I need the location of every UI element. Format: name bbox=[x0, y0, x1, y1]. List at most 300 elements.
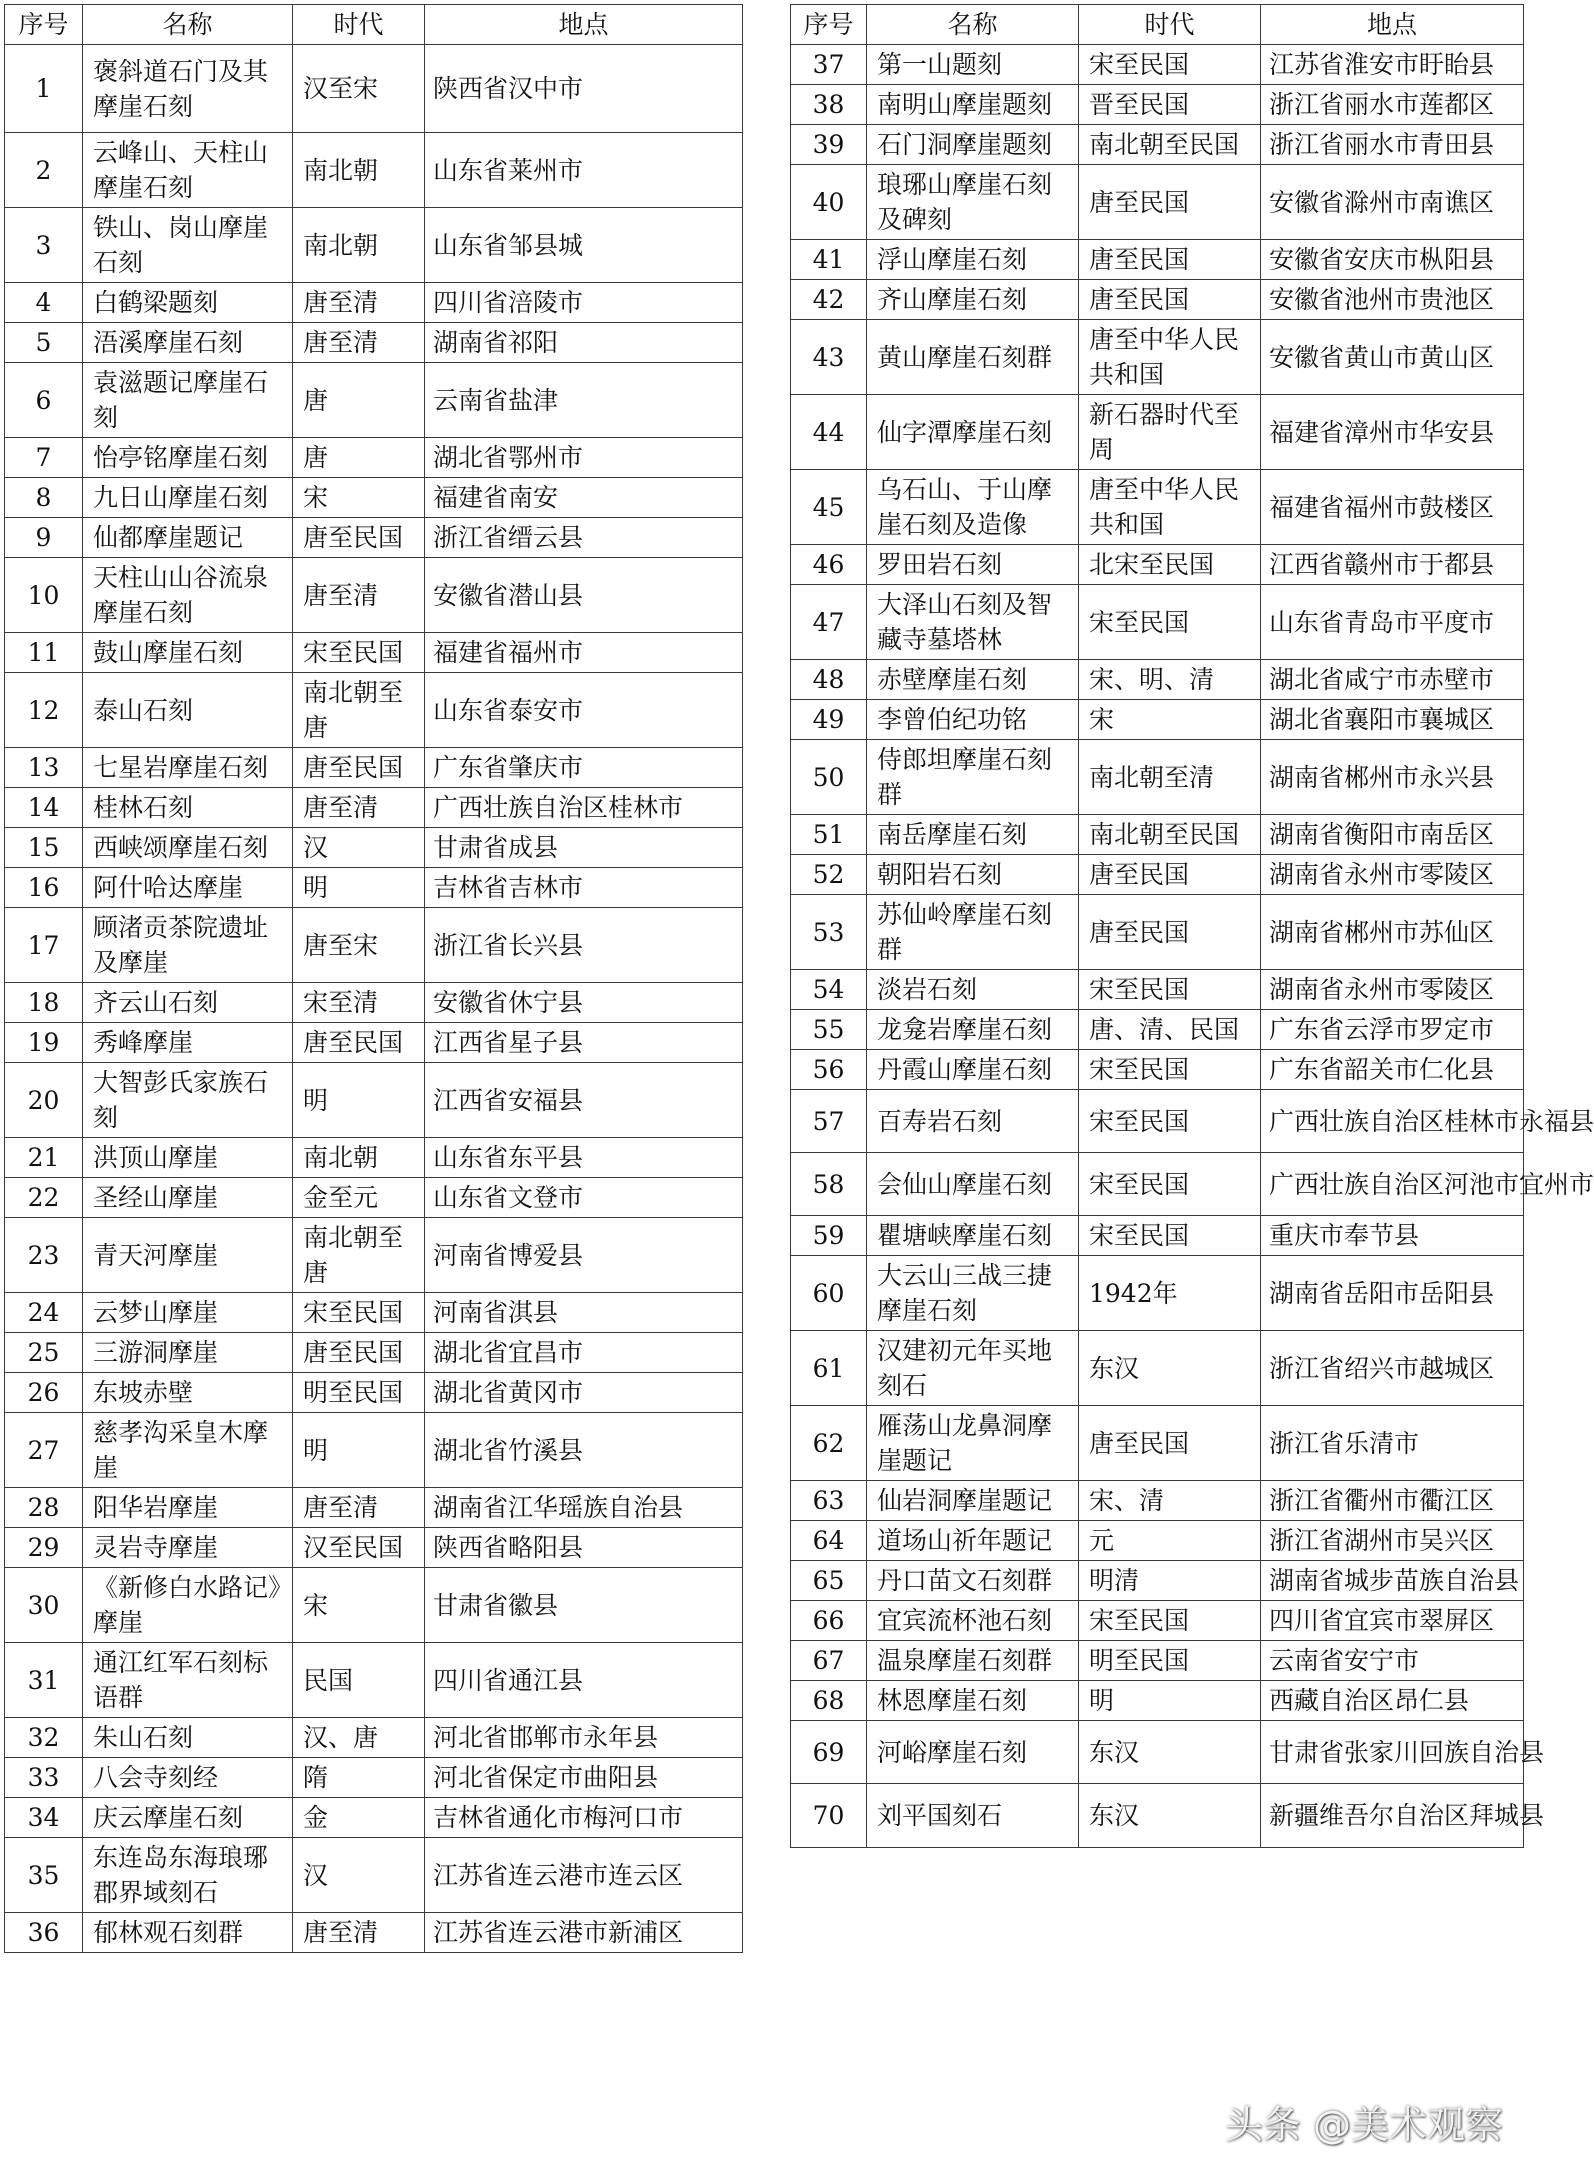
cell-era: 唐 bbox=[293, 438, 425, 478]
cell-place: 甘肃省张家川回族自治县 bbox=[1261, 1721, 1524, 1784]
header-row bbox=[5, 5, 743, 45]
table-row bbox=[5, 1023, 743, 1063]
cell-name: 西峡颂摩崖石刻 bbox=[83, 828, 293, 868]
cell-place: 山东省莱州市 bbox=[425, 133, 743, 208]
cell-place: 湖南省岳阳市岳阳县 bbox=[1261, 1256, 1524, 1331]
cell-place: 浙江省乐清市 bbox=[1261, 1406, 1524, 1481]
cell-name: 林恩摩崖石刻 bbox=[867, 1681, 1079, 1721]
cell-era: 唐至民国 bbox=[1079, 165, 1261, 240]
relic-table-left bbox=[4, 4, 743, 1953]
cell-place: 湖北省襄阳市襄城区 bbox=[1261, 700, 1524, 740]
table-row bbox=[5, 633, 743, 673]
cell-place: 广西壮族自治区河池市宜州市 bbox=[1261, 1153, 1524, 1216]
cell-name: 泰山石刻 bbox=[83, 673, 293, 748]
cell-place: 云南省安宁市 bbox=[1261, 1641, 1524, 1681]
table-row bbox=[5, 1488, 743, 1528]
table-row bbox=[791, 660, 1524, 700]
cell-era: 东汉 bbox=[1079, 1784, 1261, 1848]
cell-no: 10 bbox=[5, 558, 83, 633]
cell-name: 汉建初元年买地刻石 bbox=[867, 1331, 1079, 1406]
cell-place: 河南省淇县 bbox=[425, 1293, 743, 1333]
cell-era: 汉 bbox=[293, 828, 425, 868]
table-row bbox=[5, 438, 743, 478]
cell-era: 北宋至民国 bbox=[1079, 545, 1261, 585]
cell-place: 福建省福州市鼓楼区 bbox=[1261, 470, 1524, 545]
cell-era: 东汉 bbox=[1079, 1721, 1261, 1784]
cell-no: 54 bbox=[791, 970, 867, 1010]
table-row bbox=[791, 585, 1524, 660]
cell-no: 47 bbox=[791, 585, 867, 660]
table-row bbox=[5, 908, 743, 983]
cell-no: 46 bbox=[791, 545, 867, 585]
cell-place: 吉林省通化市梅河口市 bbox=[425, 1798, 743, 1838]
cell-place: 安徽省安庆市枞阳县 bbox=[1261, 240, 1524, 280]
header-era: 时代 bbox=[293, 5, 425, 45]
cell-era: 宋 bbox=[1079, 700, 1261, 740]
header-name: 名称 bbox=[83, 5, 293, 45]
cell-place: 广西壮族自治区桂林市 bbox=[425, 788, 743, 828]
cell-no: 3 bbox=[5, 208, 83, 283]
cell-name: 罗田岩石刻 bbox=[867, 545, 1079, 585]
cell-no: 45 bbox=[791, 470, 867, 545]
cell-era: 南北朝 bbox=[293, 133, 425, 208]
cell-place: 安徽省黄山市黄山区 bbox=[1261, 320, 1524, 395]
cell-name: 侍郎坦摩崖石刻群 bbox=[867, 740, 1079, 815]
cell-name: 大云山三战三捷摩崖石刻 bbox=[867, 1256, 1079, 1331]
cell-no: 32 bbox=[5, 1718, 83, 1758]
cell-place: 吉林省吉林市 bbox=[425, 868, 743, 908]
header-place: 地点 bbox=[1261, 5, 1524, 45]
table-row bbox=[791, 1050, 1524, 1090]
cell-no: 30 bbox=[5, 1568, 83, 1643]
cell-name: 温泉摩崖石刻群 bbox=[867, 1641, 1079, 1681]
cell-name: 庆云摩崖石刻 bbox=[83, 1798, 293, 1838]
cell-no: 15 bbox=[5, 828, 83, 868]
cell-name: 丹霞山摩崖石刻 bbox=[867, 1050, 1079, 1090]
table-body-left bbox=[5, 45, 743, 1953]
table-row bbox=[791, 470, 1524, 545]
table-row bbox=[791, 240, 1524, 280]
cell-name: 鼓山摩崖石刻 bbox=[83, 633, 293, 673]
cell-name: 圣经山摩崖 bbox=[83, 1178, 293, 1218]
cell-no: 41 bbox=[791, 240, 867, 280]
cell-place: 河南省博爱县 bbox=[425, 1218, 743, 1293]
cell-name: 石门洞摩崖题刻 bbox=[867, 125, 1079, 165]
cell-name: 雁荡山龙鼻洞摩崖题记 bbox=[867, 1406, 1079, 1481]
cell-name: 仙岩洞摩崖题记 bbox=[867, 1481, 1079, 1521]
table-row bbox=[5, 1333, 743, 1373]
table-row bbox=[5, 1838, 743, 1913]
cell-era: 唐至清 bbox=[293, 323, 425, 363]
cell-no: 43 bbox=[791, 320, 867, 395]
table-row bbox=[5, 208, 743, 283]
cell-era: 宋至民国 bbox=[1079, 585, 1261, 660]
table-row bbox=[791, 1010, 1524, 1050]
table-row bbox=[791, 1216, 1524, 1256]
cell-place: 安徽省池州市贵池区 bbox=[1261, 280, 1524, 320]
cell-place: 山东省东平县 bbox=[425, 1138, 743, 1178]
cell-no: 44 bbox=[791, 395, 867, 470]
table-row bbox=[791, 165, 1524, 240]
cell-place: 浙江省丽水市青田县 bbox=[1261, 125, 1524, 165]
cell-no: 65 bbox=[791, 1561, 867, 1601]
cell-name: 百寿岩石刻 bbox=[867, 1090, 1079, 1153]
cell-place: 山东省文登市 bbox=[425, 1178, 743, 1218]
cell-name: 龙龛岩摩崖石刻 bbox=[867, 1010, 1079, 1050]
cell-era: 宋至民国 bbox=[1079, 45, 1261, 85]
table-row bbox=[791, 1153, 1524, 1216]
table-row bbox=[5, 1798, 743, 1838]
table-row bbox=[791, 1521, 1524, 1561]
cell-place: 西藏自治区昂仁县 bbox=[1261, 1681, 1524, 1721]
cell-no: 62 bbox=[791, 1406, 867, 1481]
table-row bbox=[5, 748, 743, 788]
watermark: 头条 @美术观察 bbox=[1224, 2103, 1503, 2147]
cell-place: 陕西省汉中市 bbox=[425, 45, 743, 133]
cell-place: 河北省保定市曲阳县 bbox=[425, 1758, 743, 1798]
cell-place: 山东省泰安市 bbox=[425, 673, 743, 748]
cell-place: 四川省通江县 bbox=[425, 1643, 743, 1718]
cell-place: 山东省青岛市平度市 bbox=[1261, 585, 1524, 660]
cell-place: 浙江省湖州市吴兴区 bbox=[1261, 1521, 1524, 1561]
cell-era: 唐至民国 bbox=[1079, 855, 1261, 895]
cell-era: 南北朝至民国 bbox=[1079, 815, 1261, 855]
cell-no: 57 bbox=[791, 1090, 867, 1153]
cell-era: 汉至民国 bbox=[293, 1528, 425, 1568]
table-row bbox=[5, 558, 743, 633]
cell-place: 陕西省略阳县 bbox=[425, 1528, 743, 1568]
cell-name: 齐山摩崖石刻 bbox=[867, 280, 1079, 320]
header-name: 名称 bbox=[867, 5, 1079, 45]
cell-name: 通江红军石刻标语群 bbox=[83, 1643, 293, 1718]
table-body-right bbox=[791, 45, 1594, 1848]
cell-no: 63 bbox=[791, 1481, 867, 1521]
cell-place: 江西省安福县 bbox=[425, 1063, 743, 1138]
cell-era: 宋至民国 bbox=[293, 633, 425, 673]
cell-name: 仙字潭摩崖石刻 bbox=[867, 395, 1079, 470]
cell-era: 东汉 bbox=[1079, 1331, 1261, 1406]
cell-name: 东连岛东海琅琊郡界域刻石 bbox=[83, 1838, 293, 1913]
cell-place: 四川省涪陵市 bbox=[425, 283, 743, 323]
cell-name: 宜宾流杯池石刻 bbox=[867, 1601, 1079, 1641]
cell-name: 朱山石刻 bbox=[83, 1718, 293, 1758]
cell-no: 16 bbox=[5, 868, 83, 908]
table-row bbox=[791, 45, 1524, 85]
table-row bbox=[791, 1256, 1524, 1331]
cell-place: 浙江省长兴县 bbox=[425, 908, 743, 983]
cell-era: 唐至民国 bbox=[1079, 280, 1261, 320]
cell-name: 铁山、岗山摩崖石刻 bbox=[83, 208, 293, 283]
table-row bbox=[791, 700, 1524, 740]
table-row bbox=[5, 673, 743, 748]
cell-era: 南北朝至民国 bbox=[1079, 125, 1261, 165]
cell-no: 6 bbox=[5, 363, 83, 438]
cell-no: 11 bbox=[5, 633, 83, 673]
table-row bbox=[5, 1528, 743, 1568]
cell-place: 安徽省潜山县 bbox=[425, 558, 743, 633]
cell-era: 南北朝 bbox=[293, 208, 425, 283]
cell-place: 四川省宜宾市翠屏区 bbox=[1261, 1601, 1524, 1641]
cell-no: 1 bbox=[5, 45, 83, 133]
table-row bbox=[791, 1331, 1524, 1406]
cell-name: 苏仙岭摩崖石刻群 bbox=[867, 895, 1079, 970]
cell-no: 8 bbox=[5, 478, 83, 518]
cell-name: 云峰山、天柱山摩崖石刻 bbox=[83, 133, 293, 208]
cell-era: 明 bbox=[1079, 1681, 1261, 1721]
cell-place: 广东省肇庆市 bbox=[425, 748, 743, 788]
cell-name: 桂林石刻 bbox=[83, 788, 293, 828]
table-row bbox=[5, 1568, 743, 1643]
cell-place: 浙江省丽水市莲都区 bbox=[1261, 85, 1524, 125]
cell-place: 湖南省祁阳 bbox=[425, 323, 743, 363]
cell-era: 南北朝至唐 bbox=[293, 673, 425, 748]
cell-name: 青天河摩崖 bbox=[83, 1218, 293, 1293]
cell-era: 汉至宋 bbox=[293, 45, 425, 133]
cell-era: 隋 bbox=[293, 1758, 425, 1798]
cell-name: 三游洞摩崖 bbox=[83, 1333, 293, 1373]
cell-era: 宋至民国 bbox=[1079, 1153, 1261, 1216]
cell-era: 宋、清 bbox=[1079, 1481, 1261, 1521]
cell-era: 汉、唐 bbox=[293, 1718, 425, 1758]
cell-no: 40 bbox=[791, 165, 867, 240]
cell-place: 江西省赣州市于都县 bbox=[1261, 545, 1524, 585]
header-row bbox=[791, 5, 1524, 45]
cell-era: 唐至清 bbox=[293, 558, 425, 633]
cell-name: 大智彭氏家族石刻 bbox=[83, 1063, 293, 1138]
cell-name: 瞿塘峡摩崖石刻 bbox=[867, 1216, 1079, 1256]
cell-place: 福建省南安 bbox=[425, 478, 743, 518]
table-row bbox=[5, 133, 743, 208]
cell-name: 慈孝沟采皇木摩崖 bbox=[83, 1413, 293, 1488]
cell-name: 七星岩摩崖石刻 bbox=[83, 748, 293, 788]
cell-era: 南北朝至清 bbox=[1079, 740, 1261, 815]
relic-table-right bbox=[790, 4, 1594, 1848]
cell-era: 宋至清 bbox=[293, 983, 425, 1023]
table-row bbox=[791, 320, 1524, 395]
cell-place: 新疆维吾尔自治区拜城县 bbox=[1261, 1784, 1524, 1848]
table-row bbox=[791, 1601, 1524, 1641]
table-row bbox=[791, 1406, 1524, 1481]
cell-era: 唐至民国 bbox=[1079, 240, 1261, 280]
cell-era: 南北朝至唐 bbox=[293, 1218, 425, 1293]
cell-place: 浙江省绍兴市越城区 bbox=[1261, 1331, 1524, 1406]
cell-no: 58 bbox=[791, 1153, 867, 1216]
cell-no: 17 bbox=[5, 908, 83, 983]
cell-no: 5 bbox=[5, 323, 83, 363]
table-row bbox=[5, 828, 743, 868]
cell-no: 55 bbox=[791, 1010, 867, 1050]
cell-era: 唐至民国 bbox=[293, 748, 425, 788]
cell-no: 26 bbox=[5, 1373, 83, 1413]
cell-no: 21 bbox=[5, 1138, 83, 1178]
cell-name: 李曾伯纪功铭 bbox=[867, 700, 1079, 740]
table-row bbox=[791, 1561, 1524, 1601]
cell-era: 唐至民国 bbox=[1079, 1406, 1261, 1481]
cell-name: 丹口苗文石刻群 bbox=[867, 1561, 1079, 1601]
cell-place: 湖南省郴州市永兴县 bbox=[1261, 740, 1524, 815]
cell-era: 新石器时代至周 bbox=[1079, 395, 1261, 470]
cell-name: 大泽山石刻及智藏寺墓塔林 bbox=[867, 585, 1079, 660]
cell-no: 9 bbox=[5, 518, 83, 558]
cell-place: 江苏省淮安市盱眙县 bbox=[1261, 45, 1524, 85]
cell-era: 唐至中华人民共和国 bbox=[1079, 320, 1261, 395]
cell-place: 湖南省郴州市苏仙区 bbox=[1261, 895, 1524, 970]
cell-era: 明 bbox=[293, 1413, 425, 1488]
table-row bbox=[791, 1641, 1524, 1681]
cell-place: 湖北省宜昌市 bbox=[425, 1333, 743, 1373]
cell-name: 琅琊山摩崖石刻及碑刻 bbox=[867, 165, 1079, 240]
cell-era: 唐至宋 bbox=[293, 908, 425, 983]
cell-era: 元 bbox=[1079, 1521, 1261, 1561]
cell-era: 金 bbox=[293, 1798, 425, 1838]
table-row bbox=[5, 1178, 743, 1218]
cell-no: 18 bbox=[5, 983, 83, 1023]
cell-no: 36 bbox=[5, 1913, 83, 1953]
cell-era: 唐至民国 bbox=[293, 1023, 425, 1063]
cell-place: 湖南省江华瑶族自治县 bbox=[425, 1488, 743, 1528]
cell-no: 37 bbox=[791, 45, 867, 85]
cell-era: 唐至清 bbox=[293, 1488, 425, 1528]
cell-no: 22 bbox=[5, 1178, 83, 1218]
table-row bbox=[791, 85, 1524, 125]
cell-era: 唐至清 bbox=[293, 788, 425, 828]
cell-no: 69 bbox=[791, 1721, 867, 1784]
cell-era: 明 bbox=[293, 1063, 425, 1138]
cell-era: 南北朝 bbox=[293, 1138, 425, 1178]
cell-no: 7 bbox=[5, 438, 83, 478]
cell-era: 唐至清 bbox=[293, 283, 425, 323]
cell-place: 江苏省连云港市连云区 bbox=[425, 1838, 743, 1913]
cell-name: 刘平国刻石 bbox=[867, 1784, 1079, 1848]
cell-no: 13 bbox=[5, 748, 83, 788]
cell-no: 42 bbox=[791, 280, 867, 320]
cell-name: 南岳摩崖石刻 bbox=[867, 815, 1079, 855]
cell-place: 山东省邹县城 bbox=[425, 208, 743, 283]
cell-name: 南明山摩崖题刻 bbox=[867, 85, 1079, 125]
cell-name: 郁林观石刻群 bbox=[83, 1913, 293, 1953]
cell-era: 宋、明、清 bbox=[1079, 660, 1261, 700]
cell-era: 明 bbox=[293, 868, 425, 908]
table-row bbox=[5, 1063, 743, 1138]
cell-name: 灵岩寺摩崖 bbox=[83, 1528, 293, 1568]
table-row bbox=[5, 1643, 743, 1718]
table-row bbox=[5, 1138, 743, 1178]
cell-no: 31 bbox=[5, 1643, 83, 1718]
cell-era: 唐、清、民国 bbox=[1079, 1010, 1261, 1050]
cell-era: 明清 bbox=[1079, 1561, 1261, 1601]
cell-name: 怡亭铭摩崖石刻 bbox=[83, 438, 293, 478]
cell-name: 朝阳岩石刻 bbox=[867, 855, 1079, 895]
cell-name: 天柱山山谷流泉摩崖石刻 bbox=[83, 558, 293, 633]
table-row bbox=[5, 323, 743, 363]
cell-place: 云南省盐津 bbox=[425, 363, 743, 438]
cell-place: 湖北省黄冈市 bbox=[425, 1373, 743, 1413]
cell-era: 宋至民国 bbox=[293, 1293, 425, 1333]
table-row bbox=[791, 855, 1524, 895]
cell-name: 《新修白水路记》摩崖 bbox=[83, 1568, 293, 1643]
cell-place: 甘肃省成县 bbox=[425, 828, 743, 868]
cell-no: 67 bbox=[791, 1641, 867, 1681]
cell-no: 51 bbox=[791, 815, 867, 855]
table-row bbox=[5, 283, 743, 323]
cell-no: 2 bbox=[5, 133, 83, 208]
table-row bbox=[5, 1293, 743, 1333]
cell-era: 汉 bbox=[293, 1838, 425, 1913]
cell-place: 广东省云浮市罗定市 bbox=[1261, 1010, 1524, 1050]
cell-no: 66 bbox=[791, 1601, 867, 1641]
table-row bbox=[5, 1758, 743, 1798]
cell-no: 27 bbox=[5, 1413, 83, 1488]
cell-no: 28 bbox=[5, 1488, 83, 1528]
table-row bbox=[791, 1481, 1524, 1521]
cell-place: 浙江省衢州市衢江区 bbox=[1261, 1481, 1524, 1521]
cell-era: 唐至清 bbox=[293, 1913, 425, 1953]
cell-place: 浙江省缙云县 bbox=[425, 518, 743, 558]
table-row bbox=[5, 45, 743, 133]
cell-no: 68 bbox=[791, 1681, 867, 1721]
cell-no: 4 bbox=[5, 283, 83, 323]
cell-place: 江西省星子县 bbox=[425, 1023, 743, 1063]
cell-era: 宋至民国 bbox=[1079, 1050, 1261, 1090]
cell-place: 重庆市奉节县 bbox=[1261, 1216, 1524, 1256]
cell-no: 34 bbox=[5, 1798, 83, 1838]
cell-name: 八会寺刻经 bbox=[83, 1758, 293, 1798]
cell-name: 会仙山摩崖石刻 bbox=[867, 1153, 1079, 1216]
cell-no: 23 bbox=[5, 1218, 83, 1293]
cell-name: 第一山题刻 bbox=[867, 45, 1079, 85]
cell-no: 52 bbox=[791, 855, 867, 895]
cell-era: 明至民国 bbox=[1079, 1641, 1261, 1681]
cell-place: 河北省邯郸市永年县 bbox=[425, 1718, 743, 1758]
table-row bbox=[5, 363, 743, 438]
table-row bbox=[791, 280, 1524, 320]
cell-era: 宋 bbox=[293, 478, 425, 518]
cell-no: 25 bbox=[5, 1333, 83, 1373]
cell-place: 福建省福州市 bbox=[425, 633, 743, 673]
cell-no: 29 bbox=[5, 1528, 83, 1568]
cell-era: 宋至民国 bbox=[1079, 970, 1261, 1010]
cell-era: 宋至民国 bbox=[1079, 1090, 1261, 1153]
table-row bbox=[791, 1784, 1524, 1848]
cell-place: 湖北省鄂州市 bbox=[425, 438, 743, 478]
cell-name: 仙都摩崖题记 bbox=[83, 518, 293, 558]
cell-name: 东坡赤壁 bbox=[83, 1373, 293, 1413]
cell-era: 唐至中华人民共和国 bbox=[1079, 470, 1261, 545]
cell-no: 14 bbox=[5, 788, 83, 828]
cell-name: 齐云山石刻 bbox=[83, 983, 293, 1023]
cell-name: 阿什哈达摩崖 bbox=[83, 868, 293, 908]
cell-no: 70 bbox=[791, 1784, 867, 1848]
cell-era: 唐 bbox=[293, 363, 425, 438]
cell-no: 24 bbox=[5, 1293, 83, 1333]
cell-no: 33 bbox=[5, 1758, 83, 1798]
cell-era: 宋至民国 bbox=[1079, 1216, 1261, 1256]
cell-no: 64 bbox=[791, 1521, 867, 1561]
cell-place: 湖南省城步苗族自治县 bbox=[1261, 1561, 1524, 1601]
cell-place: 福建省漳州市华安县 bbox=[1261, 395, 1524, 470]
table-row bbox=[5, 788, 743, 828]
table-row bbox=[791, 970, 1524, 1010]
table-row bbox=[791, 815, 1524, 855]
cell-name: 黄山摩崖石刻群 bbox=[867, 320, 1079, 395]
cell-name: 秀峰摩崖 bbox=[83, 1023, 293, 1063]
cell-era: 明至民国 bbox=[293, 1373, 425, 1413]
cell-name: 淡岩石刻 bbox=[867, 970, 1079, 1010]
cell-place: 广西壮族自治区桂林市永福县 bbox=[1261, 1090, 1524, 1153]
cell-no: 39 bbox=[791, 125, 867, 165]
table-row bbox=[5, 1913, 743, 1953]
cell-place: 广东省韶关市仁化县 bbox=[1261, 1050, 1524, 1090]
